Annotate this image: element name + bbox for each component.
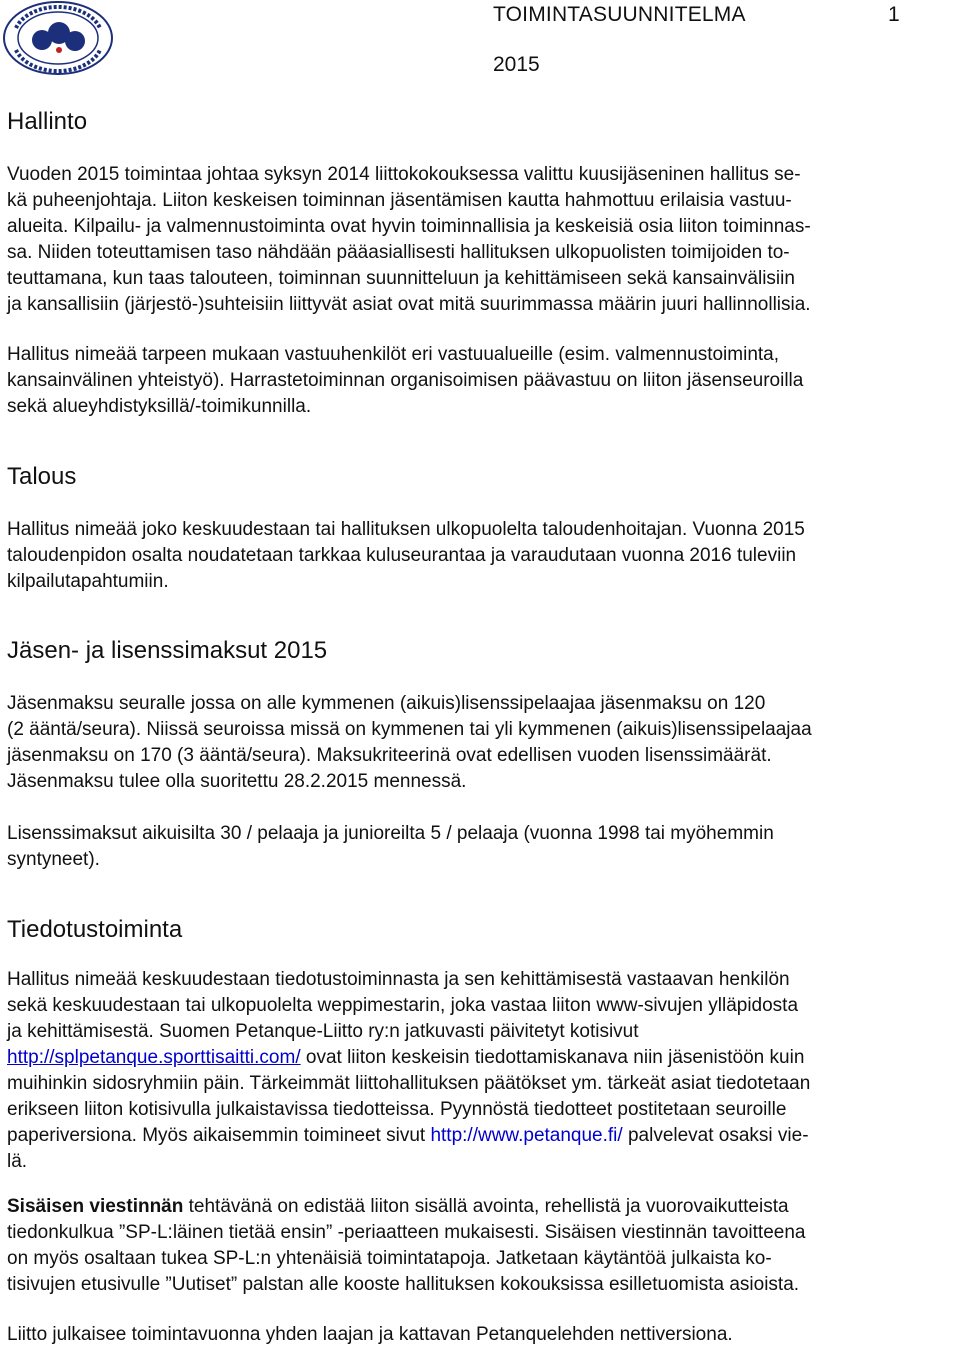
heading-tiedotustoiminta: Tiedotustoiminta: [7, 916, 183, 943]
text-line: sekä keskuudestaan tai ulkopuolelta weppimestarin, joka vastaa liiton www-sivujen ylläpidosta: [7, 995, 799, 1016]
text-line: [7, 1123, 957, 1149]
text-fragment: palvelevat osaksi vie-: [622, 1125, 809, 1146]
text-fragment: ovat liiton keskeisin tiedottamiskanava niin jäsenistöön kuin: [300, 1047, 805, 1068]
text-line: jäsenmaksu on 170 (3 ääntä/seura). Maksukriteerinä ovat edellisen vuoden lisenssimäärät.: [7, 745, 772, 766]
bold-term: Sisäisen viestinnän: [7, 1196, 184, 1217]
hallinto-paragraph-1: [7, 162, 957, 318]
text-line: on myös osaltaan tukea SP-L:n yhtenäisiä toimintatapoja. Jatketaan käytäntöä julkaista ko-: [7, 1248, 772, 1269]
text-line: syntyneet).: [7, 849, 100, 870]
text-line: ja kansallisiin (järjestö-)suhteisiin liittyvät asiat ovat mitä suurimmassa määrin juuri hallinnollisia.: [7, 294, 811, 315]
talous-paragraph: [7, 517, 957, 595]
text-line: kilpailutapahtumiin.: [7, 571, 169, 592]
text-line: Liitto julkaisee toimintavuonna yhden laajan ja kattavan Petanquelehden nettiversiona.: [7, 1324, 733, 1345]
tiedotus-paragraph-1: [7, 967, 957, 1175]
tiedotus-paragraph-3: [7, 1322, 957, 1348]
text-line: Hallitus nimeää tarpeen mukaan vastuuhenkilöt eri vastuualueille (esim. valmennustoiminta,: [7, 344, 780, 365]
link-splpetanque[interactable]: http://splpetanque.sporttisaitti.com/: [7, 1047, 301, 1068]
text-line: Hallitus nimeää joko keskuudestaan tai hallituksen ulkopuolelta taloudenhoitajan. Vuonna 2015: [7, 519, 805, 540]
text-line: lä.: [7, 1151, 28, 1172]
text-line: teuttamana, kun taas talouteen, toiminnan suunnitteluun ja kehittämiseen sekä kansainvälisiin: [7, 268, 795, 289]
text-line: Jäsenmaksu tulee olla suoritettu 28.2.2015 mennessä.: [7, 771, 467, 792]
text-line: erikseen liiton kotisivulla julkaistavissa tiedotteissa. Pyynnöstä tiedotteet postitetaan seuroille: [7, 1099, 787, 1120]
text-line: alueita. Kilpailu- ja valmennustoiminta ovat hyvin toiminnallisia ja keskeisiä osia liiton toiminnas-: [7, 216, 811, 237]
page-number: 1: [888, 3, 900, 26]
text-line: ja kehittämisestä. Suomen Petanque-Liitto ry:n jatkuvasti päivitetyt kotisivut: [7, 1021, 639, 1042]
text-line: Jäsenmaksu seuralle jossa on alle kymmenen (aikuis)lisenssipelaajaa jäsenmaksu on 120: [7, 693, 766, 714]
heading-talous: Talous: [7, 463, 77, 490]
document-year: 2015: [493, 53, 540, 76]
jasenmaksu-paragraph: [7, 691, 957, 795]
text-fragment: tehtävänä on edistää liiton sisällä avointa, rehellistä ja vuorovaikutteista: [183, 1196, 789, 1217]
text-line: kä puheenjohtaja. Liiton keskeisen toiminnan jäsentämisen kautta hahmottuu erilaisia vastuu-: [7, 190, 792, 211]
text-line: Lisenssimaksut aikuisilta 30 / pelaaja ja junioreilta 5 / pelaaja (vuonna 1998 tai myöhemmin: [7, 823, 774, 844]
text-line: sekä alueyhdistyksillä/-toimikunnilla.: [7, 396, 312, 417]
federation-logo: [2, 0, 114, 76]
text-line: (2 ääntä/seura). Niissä seuroissa missä on kymmenen tai yli kymmenen (aikuis)lisenssipelaajaa: [7, 719, 812, 740]
link-petanque-fi[interactable]: http://www.petanque.fi/: [430, 1125, 623, 1146]
text-line: tiedonkulkua ”SP-L:läinen tietää ensin” -periaatteen mukaisesti. Sisäisen viestinnän tavoitteena: [7, 1222, 806, 1243]
tiedotus-paragraph-2: [7, 1194, 957, 1298]
text-fragment: paperiversiona. Myös aikaisemmin toimineet sivut: [7, 1125, 431, 1146]
lisenssimaksu-paragraph: [7, 821, 957, 873]
hallinto-paragraph-2: [7, 342, 957, 420]
document-title: TOIMINTASUUNNITELMA: [493, 3, 746, 26]
text-line: Vuoden 2015 toimintaa johtaa syksyn 2014 liittokokouksessa valittu kuusijäseninen hallitus se-: [7, 164, 801, 185]
text-line: tisivujen etusivulle ”Uutiset” palstan alle kooste hallituksen kokouksissa esilletuomista asioista.: [7, 1274, 800, 1295]
text-line: Hallitus nimeää keskuudestaan tiedotustoiminnasta ja sen kehittämisestä vastaavan henkilön: [7, 969, 790, 990]
heading-jasenmaksut: Jäsen- ja lisenssimaksut 2015: [7, 637, 328, 664]
text-line: taloudenpidon osalta noudatetaan tarkkaa kuluseurantaa ja varaudutaan vuonna 2016 tuleviin: [7, 545, 797, 566]
heading-hallinto: Hallinto: [7, 108, 88, 135]
text-line: sa. Niiden toteuttamisen taso nähdään pääasiallisesti hallituksen ulkopuolisten toimijoiden to-: [7, 242, 790, 263]
text-line: [7, 1045, 957, 1071]
text-line: [7, 1194, 957, 1220]
text-line: kansainvälinen yhteistyö). Harrastetoiminnan organisoimisen päävastuu on liiton jäsenseuroilla: [7, 370, 804, 391]
text-line: muihinkin sidosryhmiin päin. Tärkeimmät liittohallituksen päätökset ym. tärkeät asiat tiedotetaan: [7, 1073, 811, 1094]
